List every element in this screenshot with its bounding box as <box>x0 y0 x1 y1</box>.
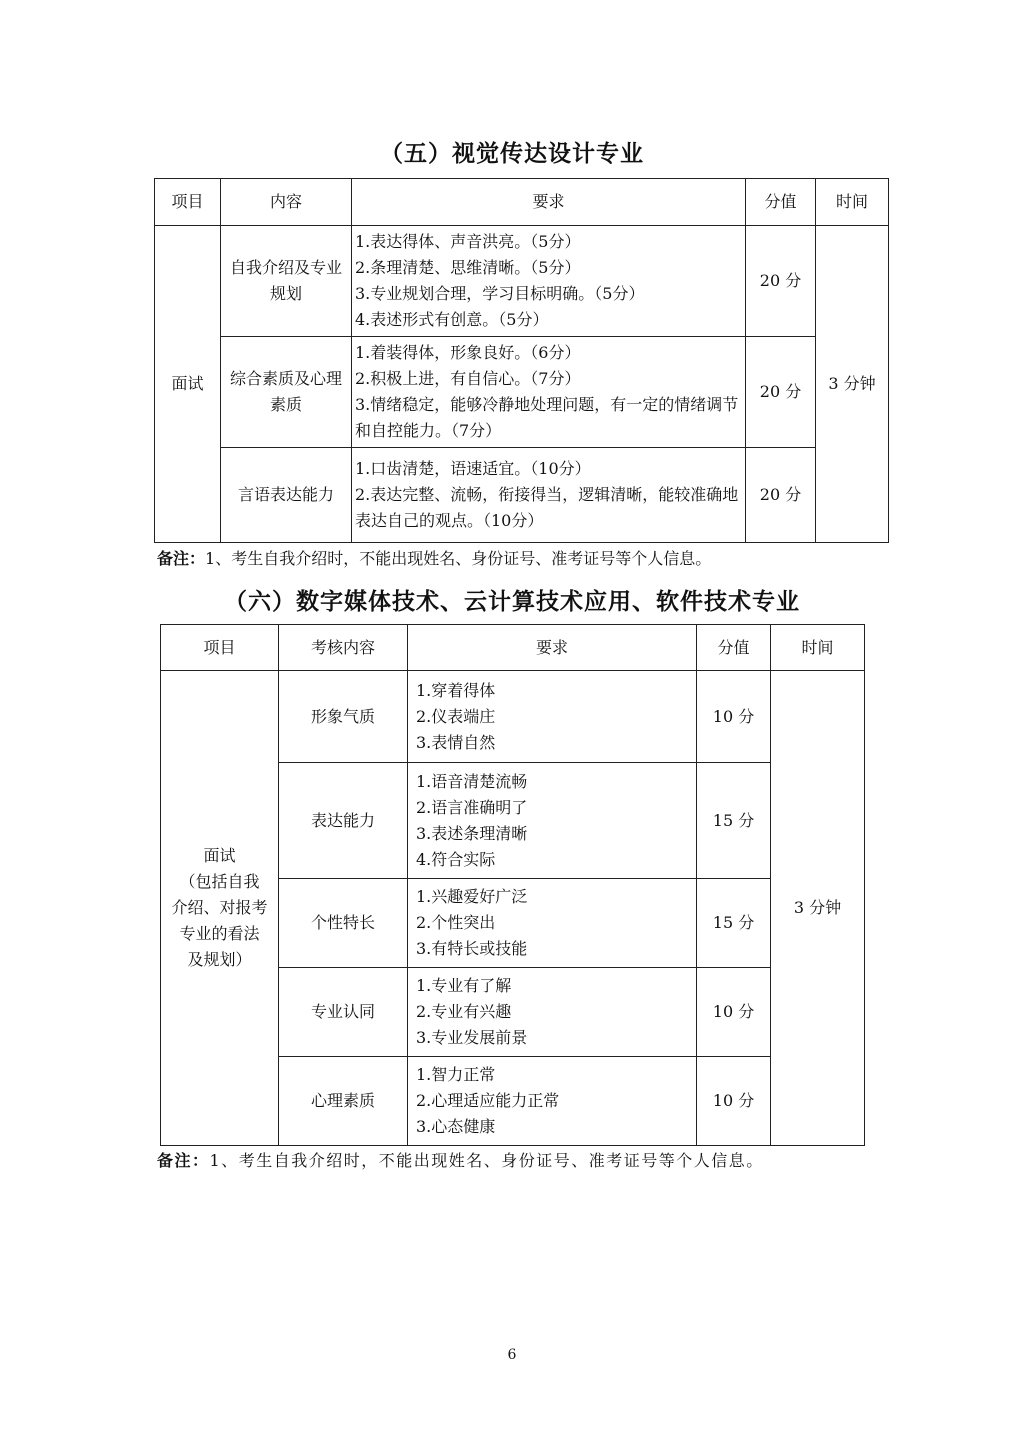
table-row <box>155 226 889 337</box>
section5-title: （五）视觉传达设计专业 <box>380 141 644 167</box>
note-text: 1、考生自我介绍时，不能出现姓名、身份证号、准考证号等个人信息。 <box>205 549 712 568</box>
table-row <box>155 448 889 543</box>
requirements-cell: 1.口齿清楚，语速适宜。（10分） 2.表达完整、流畅，衔接得当，逻辑清晰，能较准确地表达自己的观点。（10分） <box>352 448 746 543</box>
project-cell: 面试 （包括自我 介绍、对报考 专业的看法 及规划） <box>161 671 279 1146</box>
requirements-cell: 1.着装得体，形象良好。（6分） 2.积极上进，有自信心。（7分） 3.情绪稳定，能够冷静地处理问题，有一定的情绪调节和自控能力。（7分） <box>352 337 746 448</box>
score-cell: 20 分 <box>746 448 816 543</box>
content-cell: 综合素质及心理 素质 <box>221 337 352 448</box>
score-cell: 20 分 <box>746 226 816 337</box>
requirements-cell: 1.表达得体、声音洪亮。（5分） 2.条理清楚、思维清晰。（5分） 3.专业规划合理，学习目标明确。（5分） 4.表述形式有创意。（5分） <box>352 226 746 337</box>
header-score: 分值 <box>746 179 816 226</box>
requirements-cell: 1.穿着得体 2.仪表端庄 3.表情自然 <box>408 671 697 763</box>
content-cell: 表达能力 <box>279 763 408 879</box>
time-cell: 3 分钟 <box>771 671 865 1146</box>
header-time: 时间 <box>816 179 889 226</box>
requirements-cell: 1.智力正常 2.心理适应能力正常 3.心态健康 <box>408 1057 697 1146</box>
project-cell: 面试 <box>155 226 221 543</box>
table-row <box>155 337 889 448</box>
section6-header-row <box>161 625 865 671</box>
note-label: 备注： <box>157 549 206 568</box>
header-score: 分值 <box>697 625 771 671</box>
content-cell: 言语表达能力 <box>221 448 352 543</box>
content-cell: 形象气质 <box>279 671 408 763</box>
header-content: 内容 <box>221 179 352 226</box>
section5-note <box>157 546 711 569</box>
requirements-cell: 1.语音清楚流畅 2.语言准确明了 3.表述条理清晰 4.符合实际 <box>408 763 697 879</box>
section5-header-row <box>155 179 889 226</box>
header-project: 项目 <box>161 625 279 671</box>
section5-table <box>154 178 889 543</box>
score-cell: 20 分 <box>746 337 816 448</box>
table-row <box>161 671 865 763</box>
requirements-cell: 1.专业有了解 2.专业有兴趣 3.专业发展前景 <box>408 968 697 1057</box>
note-label: 备注： <box>157 1151 210 1170</box>
score-cell: 15 分 <box>697 763 771 879</box>
note-text: 1、考生自我介绍时，不能出现姓名、身份证号、准考证号等个人信息。 <box>209 1151 764 1170</box>
section6-table <box>160 624 865 1146</box>
header-time: 时间 <box>771 625 865 671</box>
requirements-cell: 1.兴趣爱好广泛 2.个性突出 3.有特长或技能 <box>408 879 697 968</box>
score-cell: 15 分 <box>697 879 771 968</box>
header-requirements: 要求 <box>408 625 697 671</box>
header-content: 考核内容 <box>279 625 408 671</box>
content-cell: 专业认同 <box>279 968 408 1057</box>
section6-title: （六）数字媒体技术、云计算技术应用、软件技术专业 <box>224 589 800 615</box>
time-cell: 3 分钟 <box>816 226 889 543</box>
content-cell: 个性特长 <box>279 879 408 968</box>
header-project: 项目 <box>155 179 221 226</box>
section6-note <box>157 1148 764 1171</box>
score-cell: 10 分 <box>697 671 771 763</box>
content-cell: 心理素质 <box>279 1057 408 1146</box>
header-requirements: 要求 <box>352 179 746 226</box>
score-cell: 10 分 <box>697 968 771 1057</box>
content-cell: 自我介绍及专业 规划 <box>221 226 352 337</box>
score-cell: 10 分 <box>697 1057 771 1146</box>
page-number: 6 <box>507 1347 517 1363</box>
